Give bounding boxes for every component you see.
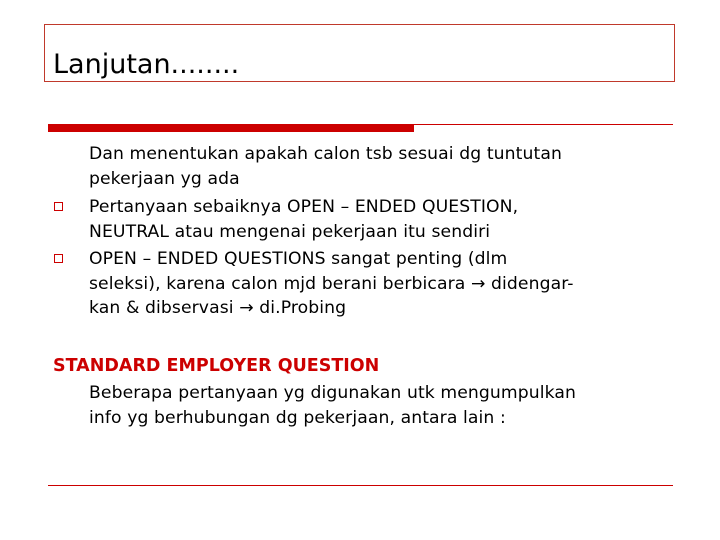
section-body <box>89 381 679 430</box>
section-heading: STANDARD EMPLOYER QUESTION <box>53 356 380 376</box>
title-underline-thick <box>48 124 414 132</box>
paragraph-line: seleksi), karena calon mjd berani berbicara → didengar- <box>89 273 574 294</box>
bullet-item-open-ended <box>89 195 679 244</box>
slide-title: Lanjutan........ <box>53 49 240 80</box>
footer-rule <box>48 485 673 486</box>
paragraph-line: NEUTRAL atau mengenai pekerjaan itu sendiri <box>89 221 491 242</box>
paragraph-line: kan & dibservasi → di.Probing <box>89 298 347 318</box>
paragraph-line: Dan menentukan apakah calon tsb sesuai dg tuntutan <box>89 144 562 164</box>
hollow-square-bullet-icon <box>54 254 63 263</box>
hollow-square-bullet-icon <box>54 202 63 211</box>
bullet-item-open-ended-importance <box>89 247 679 321</box>
paragraph-intro <box>89 142 679 191</box>
paragraph-line: OPEN – ENDED QUESTIONS sangat penting (dlm <box>89 249 508 269</box>
paragraph-line: pekerjaan yg ada <box>89 168 240 189</box>
paragraph-line: Beberapa pertanyaan yg digunakan utk mengumpulkan <box>89 383 577 403</box>
paragraph-line: info yg berhubungan dg pekerjaan, antara lain : <box>89 407 506 428</box>
paragraph-line: Pertanyaan sebaiknya OPEN – ENDED QUESTION, <box>89 197 519 217</box>
